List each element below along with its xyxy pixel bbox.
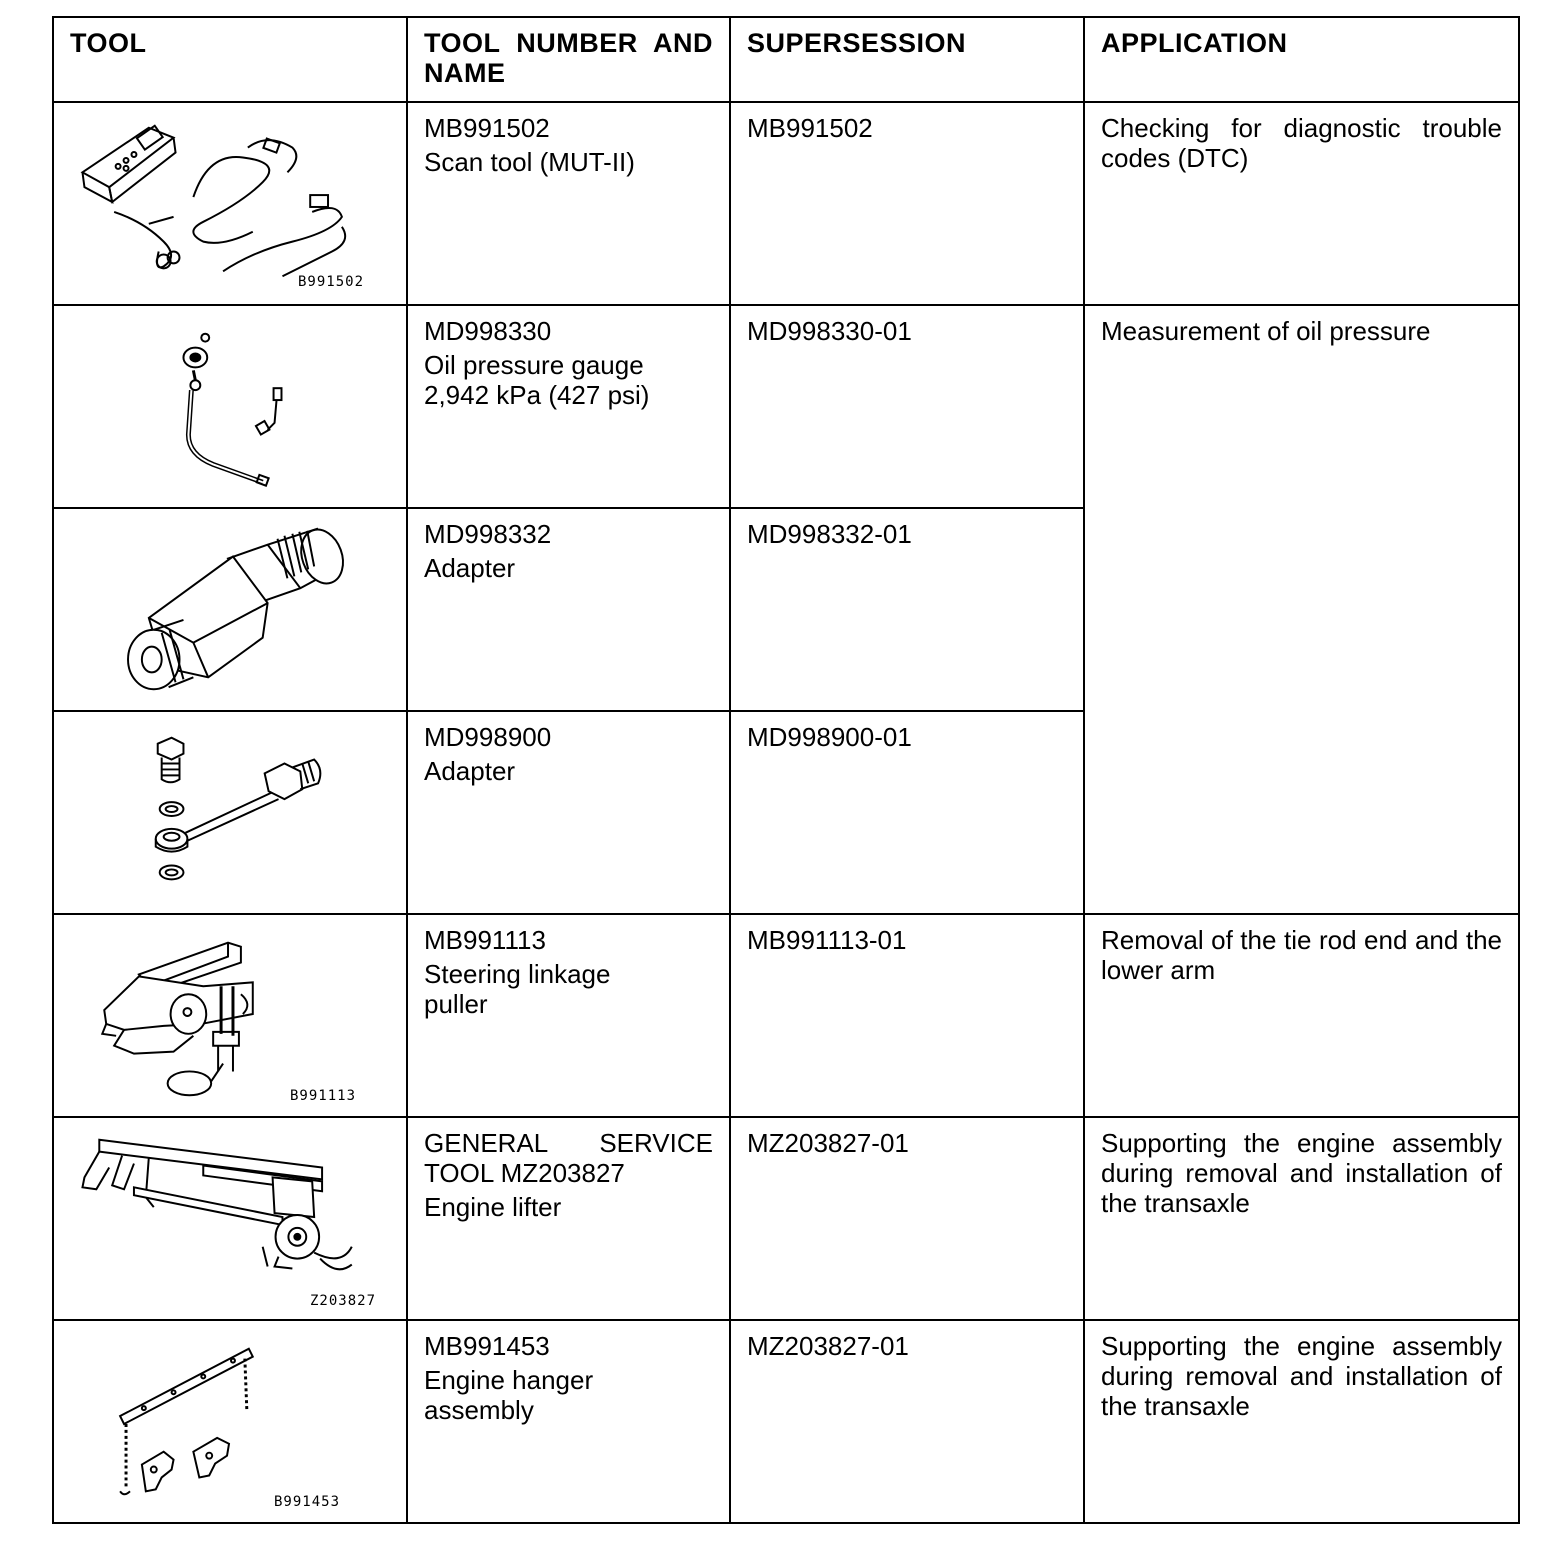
- tool-image-cell: [53, 508, 407, 711]
- tool-name: Engine hanger assembly: [424, 1365, 594, 1425]
- tool-number: MD998900: [424, 722, 552, 752]
- tool-image-cell: [53, 305, 407, 508]
- tool-number: MD998332: [424, 519, 552, 549]
- tool-number-name-cell: [407, 102, 730, 305]
- tool-number: MB991453: [424, 1331, 550, 1361]
- tool-number: MD998330: [424, 316, 552, 346]
- tool-name: Steering linkage puller: [424, 959, 611, 1019]
- tool-name: Adapter: [424, 756, 516, 786]
- tool-number: MB991113: [424, 925, 546, 955]
- supersession-cell: MB991113-01: [730, 914, 1084, 1117]
- tool-image-cell: [53, 102, 407, 305]
- image-code-label: B991502: [298, 274, 365, 290]
- header-application: APPLICATION: [1084, 17, 1519, 102]
- tool-image-cell: [53, 1320, 407, 1523]
- table-row: [53, 1320, 1519, 1523]
- header-row: [53, 17, 1519, 102]
- image-code-label: B991453: [274, 1494, 341, 1510]
- adapter-icon: [54, 509, 406, 710]
- supersession-cell: MB991502: [730, 102, 1084, 305]
- image-code-label: Z203827: [310, 1293, 377, 1309]
- oil-pressure-gauge-icon: [54, 306, 406, 507]
- header-supersession: SUPERSESSION: [730, 17, 1084, 102]
- image-code-label: B991113: [290, 1088, 357, 1104]
- adapter-bolt-icon: [54, 712, 406, 913]
- tool-image-cell: [53, 914, 407, 1117]
- tool-number-name-cell: [407, 508, 730, 711]
- header-number-name: TOOL NUMBER AND NAME: [407, 17, 730, 102]
- tool-name: Oil pressure gauge 2,942 kPa (427 psi): [424, 350, 650, 410]
- tool-number-name-cell: [407, 1320, 730, 1523]
- application-cell: Checking for diagnostic trouble codes (DTC): [1084, 102, 1519, 305]
- tool-number-name-cell: [407, 711, 730, 914]
- engine-hanger-icon: [54, 1321, 406, 1522]
- tool-number-name-cell: [407, 305, 730, 508]
- tool-name: Adapter: [424, 553, 516, 583]
- supersession-cell: MZ203827-01: [730, 1117, 1084, 1320]
- table-row: [53, 102, 1519, 305]
- tool-name: Engine lifter: [424, 1192, 562, 1222]
- tool-number: MB991502: [424, 113, 550, 143]
- table-row: [53, 914, 1519, 1117]
- table-row: [53, 1117, 1519, 1320]
- tool-image-cell: [53, 711, 407, 914]
- header-tool: TOOL: [53, 17, 407, 102]
- application-cell: Supporting the engine assembly during removal and installation of the transaxle: [1084, 1117, 1519, 1320]
- supersession-cell: MZ203827-01: [730, 1320, 1084, 1523]
- application-cell: Measurement of oil pressure: [1084, 305, 1519, 914]
- application-cell: Removal of the tie rod end and the lower arm: [1084, 914, 1519, 1117]
- supersession-cell: MD998332-01: [730, 508, 1084, 711]
- tool-image-cell: [53, 1117, 407, 1320]
- application-cell: Supporting the engine assembly during removal and installation of the transaxle: [1084, 1320, 1519, 1523]
- special-tools-table: [52, 16, 1520, 1524]
- supersession-cell: MD998900-01: [730, 711, 1084, 914]
- tool-number-name-cell: [407, 1117, 730, 1320]
- tool-name: Scan tool (MUT-II): [424, 147, 635, 177]
- table-row: [53, 305, 1519, 508]
- tool-number: GENERAL SERVICE TOOL MZ203827: [424, 1128, 713, 1188]
- tool-number-name-cell: [407, 914, 730, 1117]
- supersession-cell: MD998330-01: [730, 305, 1084, 508]
